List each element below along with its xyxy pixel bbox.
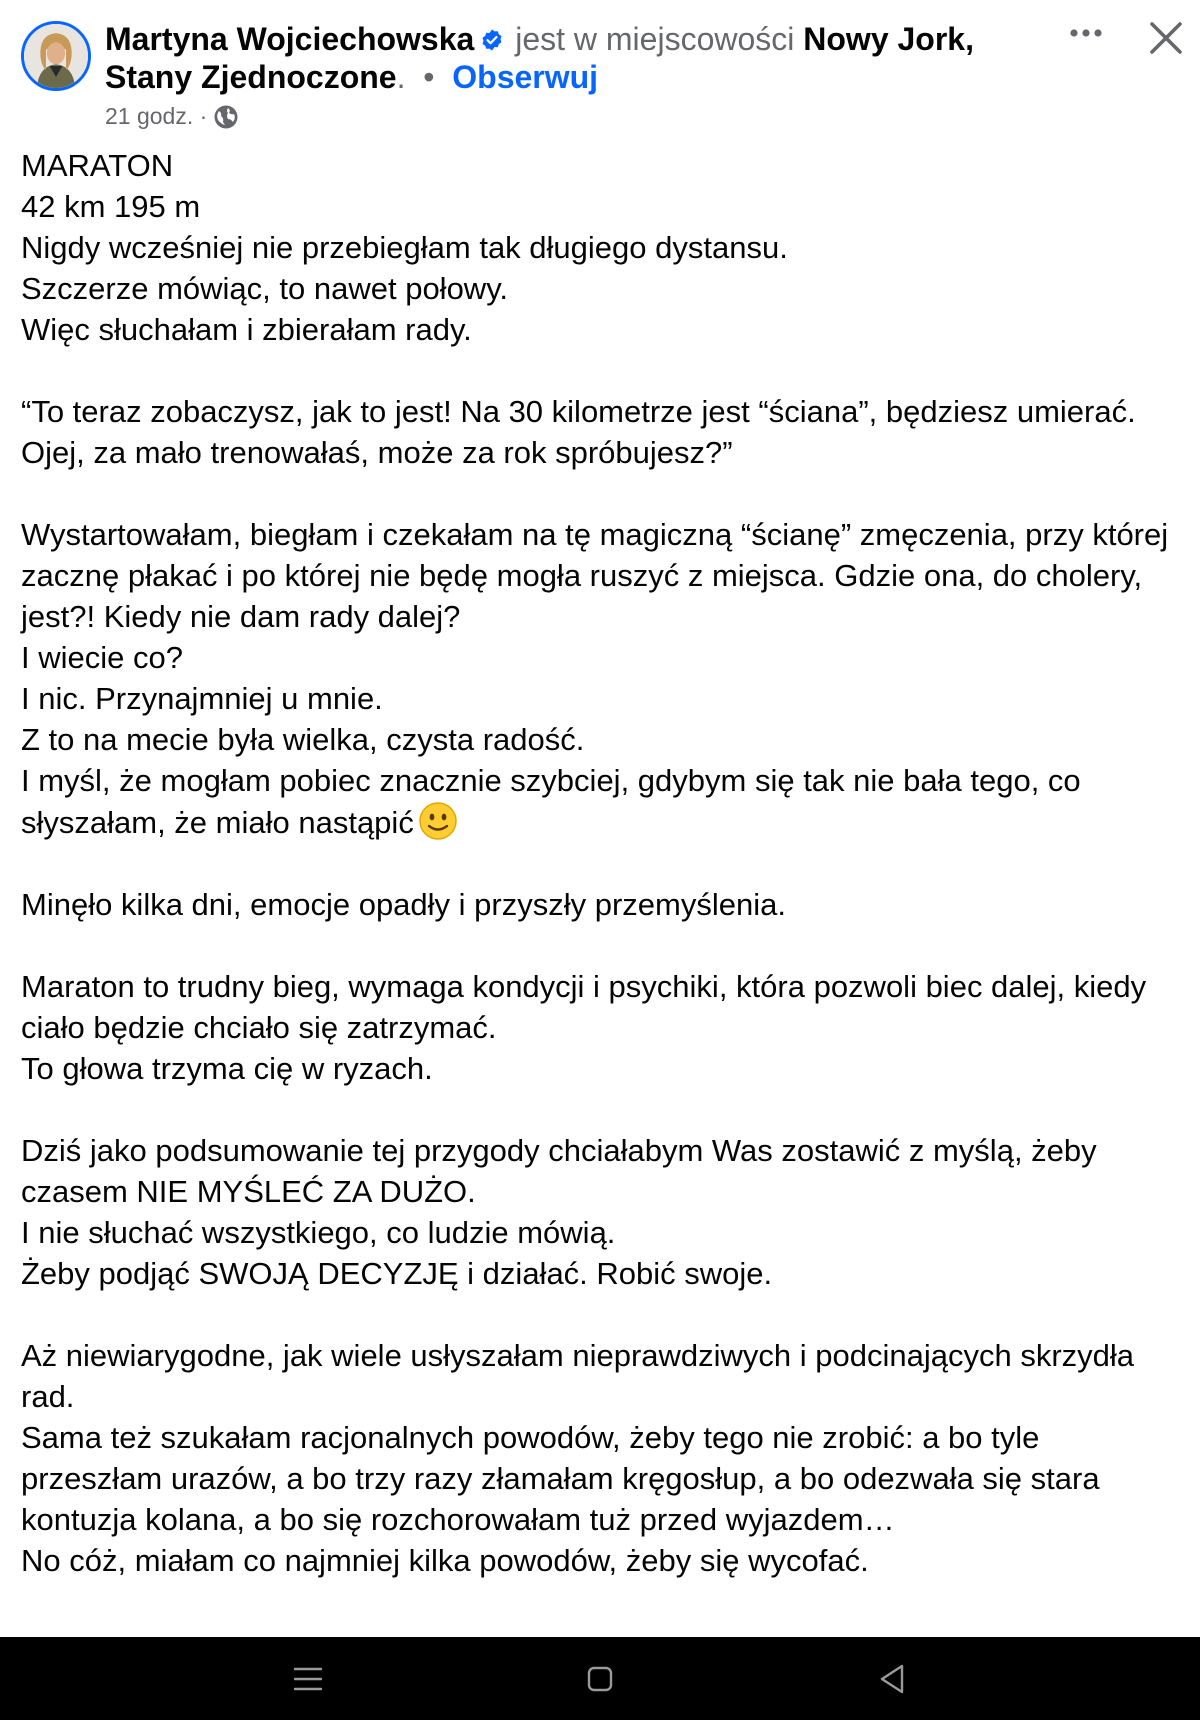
post-text-line (21, 637, 1181, 678)
post-text: Maraton to trudny bieg, wymaga kondycji i psychiki, która pozwoli biec dalej, kiedy ciało będzie chciało się zatrzymać. (21, 969, 1147, 1045)
post-header-text (105, 20, 1055, 96)
location-name[interactable]: Nowy Jork, Stany Zjednoczone (105, 21, 974, 95)
post-text-line (21, 966, 1181, 1048)
post-text: I nic. Przynajmniej u mnie. (21, 681, 383, 716)
globe-icon (213, 104, 239, 130)
follow-button[interactable]: Obserwuj (452, 59, 599, 95)
post-text: “To teraz zobaczysz, jak to jest! Na 30 kilometrze jest “ściana”, będziesz umierać. Ojej, za mało trenowałaś, może za rok spróbujesz?” (21, 394, 1136, 470)
post-text: 42 km 195 m (21, 189, 201, 224)
avatar[interactable] (21, 21, 91, 91)
post-text-line (21, 1048, 1181, 1089)
verified-badge-icon (480, 28, 504, 52)
post-header (0, 0, 1200, 140)
post-text: Minęło kilka dni, emocje opadły i przyszły przemyślenia. (21, 887, 786, 922)
post-text: Żeby podjąć SWOJĄ DECYZJĘ i działać. Robić swoje. (21, 1256, 773, 1291)
meta-separator: · (199, 103, 208, 129)
post-text-line (21, 1540, 1181, 1581)
post-text-line (21, 760, 1181, 843)
system-navigation-bar (0, 1637, 1200, 1720)
post-text: MARATON (21, 148, 174, 183)
more-icon[interactable] (1064, 20, 1108, 54)
slightly-smiling-face-icon (418, 801, 458, 841)
post-text: I myśl, że mogłam pobiec znacznie szybciej, gdybym się tak nie bała tego, co słyszałam, że miało nastąpić (21, 763, 1081, 840)
post-text-line (21, 719, 1181, 760)
post-text: No cóż, miałam co najmniej kilka powodów, żeby się wycofać. (21, 1543, 869, 1578)
post-text: Aż niewiarygodne, jak wiele usłyszałam nieprawdziwych i podcinających skrzydła rad. (21, 1338, 1135, 1414)
post-text-line (21, 268, 1181, 309)
post-text-line (21, 1253, 1181, 1294)
post-text-line (21, 514, 1181, 637)
post-text: Z to na mecie była wielka, czysta radość. (21, 722, 585, 757)
post-text-line (21, 678, 1181, 719)
location-suffix: . (396, 59, 406, 95)
post-text: Dziś jako podsumowanie tej przygody chciałabym Was zostawić z myślą, żeby czasem NIE MYŚLEĆ ZA DUŻO. (21, 1133, 1097, 1209)
post-meta (105, 103, 239, 130)
header-separator: • (423, 59, 435, 95)
post-text-line (21, 1335, 1181, 1417)
post-text: Więc słuchałam i zbierałam rady. (21, 312, 472, 347)
post-text: Szczerze mówiąc, to nawet połowy. (21, 271, 509, 306)
avatar-image (24, 24, 88, 88)
post-text: I nie słuchać wszystkiego, co ludzie mówią. (21, 1215, 616, 1250)
post-text-line (21, 309, 1181, 350)
post-text-line (21, 1417, 1181, 1540)
post-text-line (21, 391, 1181, 473)
author-name[interactable]: Martyna Wojciechowska (105, 21, 475, 57)
post-text-line (21, 1212, 1181, 1253)
post-text: Nigdy wcześniej nie przebiegłam tak długiego dystansu. (21, 230, 788, 265)
post-timestamp[interactable]: 21 godz. (105, 103, 194, 129)
post-text: Wystartowałam, biegłam i czekałam na tę magiczną “ścianę” zmęczenia, przy której zacznę płakać i po której nie będę mogła ruszyć z miejsca. Gdzie ona, do cholery, jest?! Kiedy nie dam rady dalej? (21, 517, 1169, 634)
post-text-line (21, 884, 1181, 925)
close-icon[interactable] (1146, 18, 1186, 58)
post-text: To głowa trzyma cię w ryzach. (21, 1051, 433, 1086)
post-text: I wiecie co? (21, 640, 183, 675)
home-icon[interactable] (582, 1661, 618, 1697)
post-text-line (21, 186, 1181, 227)
post-body (21, 145, 1181, 1581)
location-prefix: jest w miejscowości (515, 21, 795, 57)
post-text: Sama też szukałam racjonalnych powodów, żeby tego nie zrobić: a bo tyle przeszłam urazów, a bo trzy razy złamałam kręgosłup, a bo odezwała się stara kontuzja kolana, a bo się rozchorowałam tuż przed wyjazdem… (21, 1420, 1100, 1537)
post-text-line (21, 227, 1181, 268)
post-text-line (21, 1130, 1181, 1212)
post-text-line (21, 145, 1181, 186)
recent-apps-icon[interactable] (290, 1661, 326, 1697)
back-icon[interactable] (874, 1661, 910, 1697)
